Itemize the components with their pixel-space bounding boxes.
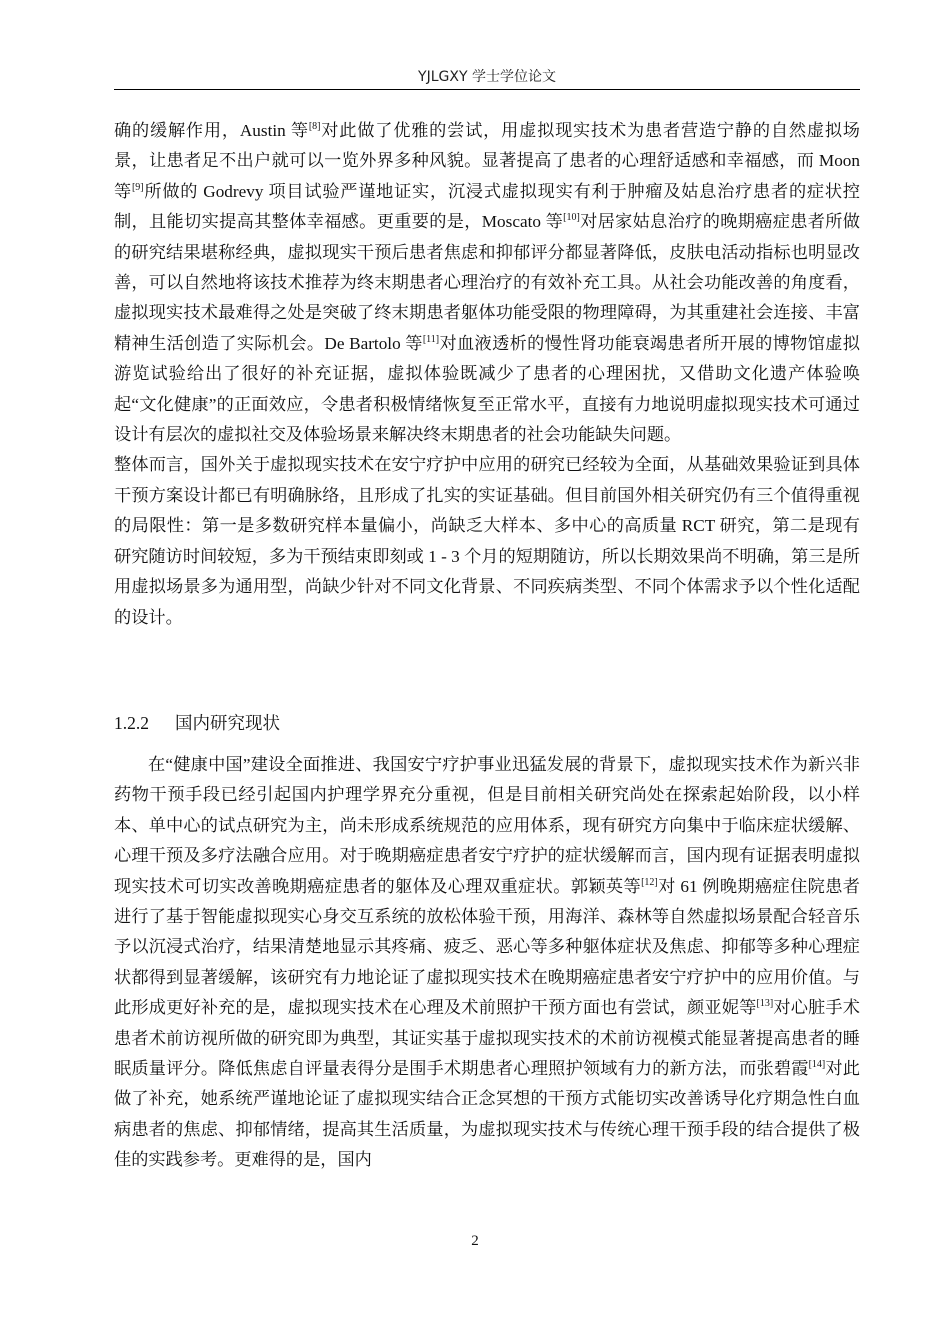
paragraph-3 (114, 750, 860, 1176)
citation-ref: [9] (131, 181, 144, 193)
text-run: 对此做了优雅的尝试，用虚拟现实技术为患者营造宁静的自然虚拟场景，让患者足不出户就可以一览外界多种风貌。显著提高了患者的心理舒适感和幸福感，而 Moon 等 (114, 121, 860, 201)
text-run: 对心脏手术患者术前访视所做的研究即为典型，其证实基于虚拟现实技术的术前访视模式能显著提高患者的睡眠质量评分。降低焦虑自评量表得分是围手术期患者心理照护领域有力的新方法，而张碧霞 (114, 998, 860, 1079)
text-run: 对血液透析的慢性肾功能衰竭患者所开展的博物馆虚拟游览试验给出了很好的补充证据，虚拟体验既减少了患者的心理困扰，又借助文化遗产体验唤起“文化健康”的正面效应，令患者积极情绪恢复至正常水平，直接有力地说明虚拟现实技术可通过设计有层次的虚拟社交及体验场景来解决终末期患者的社会功能缺失问题。 (114, 333, 860, 445)
text-run: 所做的 Godrevy 项目试验严谨地证实，沉浸式虚拟现实有利于肿瘤及姑息治疗患者的症状控制，且能切实提高其整体幸福感。更重要的是，Moscato 等 (114, 181, 860, 232)
text-run: 对居家姑息治疗的晚期癌症患者所做的研究结果堪称经典，虚拟现实干预后患者焦虑和抑郁评分都显著降低，皮肤电活动指标也明显改善，可以自然地将该技术推荐为终末期患者心理治疗的有效补充工具。从社会功能改善的角度看，虚拟现实技术最难得之处是突破了终末期患者躯体功能受限的物理障碍，为其重建社会连接、丰富精神生活创造了实际机会。De Bartolo 等 (114, 212, 860, 353)
citation-ref: [8] (308, 121, 321, 132)
header-rule (114, 89, 860, 90)
page-header: YJLGXY 学士学位论文 (418, 69, 556, 85)
text-run: 对此做了补充，她系统严谨地论证了虚拟现实结合正念冥想的干预方式能切实改善诱导化疗期急性白血病患者的焦虑、抑郁情绪，提高其生活质量，为虚拟现实技术与传统心理干预手段的结合提供了极佳的实践参考。更难得的是，国内 (114, 1059, 860, 1170)
section-heading (114, 710, 280, 735)
text-run: 在“健康中国”建设全面推进、我国安宁疗护事业迅猛发展的背景下，虚拟现实技术作为新兴非药物干预手段已经引起国内护理学界充分重视，但是目前相关研究尚处在探索起始阶段，以小样本、单中心的试点研究为主，尚未形成系统规范的应用体系，现有研究方向集中于临床症状缓解、心理干预及多疗法融合应用。对于晚期癌症患者安宁疗护的症状缓解而言，国内现有证据表明虚拟现实技术可切实改善晚期癌症患者的躯体及心理双重症状。郭颖英等 (114, 755, 860, 896)
citation-ref: [12] (641, 876, 658, 888)
citation-ref: [10] (563, 212, 580, 224)
citation-ref: [13] (756, 998, 774, 1010)
heading-number: 1.2.2 (114, 713, 149, 733)
text-run: 确的缓解作用，Austin 等 (114, 121, 309, 140)
paragraph-1 (114, 116, 860, 450)
page-number: 2 (471, 1233, 479, 1249)
section-body-domestic (114, 750, 860, 1176)
text-run: 对 61 例晚期癌症住院患者进行了基于智能虚拟现实心身交互系统的放松体验干预，用海洋、森林等自然虚拟场景配合轻音乐予以沉浸式治疗，结果清楚地显示其疼痛、疲乏、恶心等多种躯体症状及焦虑、抑郁等多种心理症状都得到显著缓解，该研究有力地论证了虚拟现实技术在晚期癌症患者安宁疗护中的应用价值。与此形成更好补充的是，虚拟现实技术在心理及术前照护干预方面也有尝试，颜亚妮等 (114, 876, 860, 1018)
heading-title: 国内研究现状 (175, 714, 280, 734)
citation-ref: [11] (422, 333, 440, 345)
paragraph-2: 整体而言，国外关于虚拟现实技术在安宁疗护中应用的研究已经较为全面，从基础效果验证到具体干预方案设计都已有明确脉络，且形成了扎实的实证基础。但目前国外相关研究仍有三个值得重视的局限性：第一是多数研究样本量偏小，尚缺乏大样本、多中心的高质量 RCT 研究，第二是现有研究随访时间较短，多为干预结束即刻或 1 - 3 个月的短期随访，所以长期效果尚不明确，第三是所用虚拟场景多为通用型，尚缺少针对不同文化背景、不同疾病类型、不同个体需求予以个性化适配的设计。 (114, 455, 860, 627)
citation-ref: [14] (808, 1059, 826, 1071)
section-body-foreign (114, 116, 860, 633)
